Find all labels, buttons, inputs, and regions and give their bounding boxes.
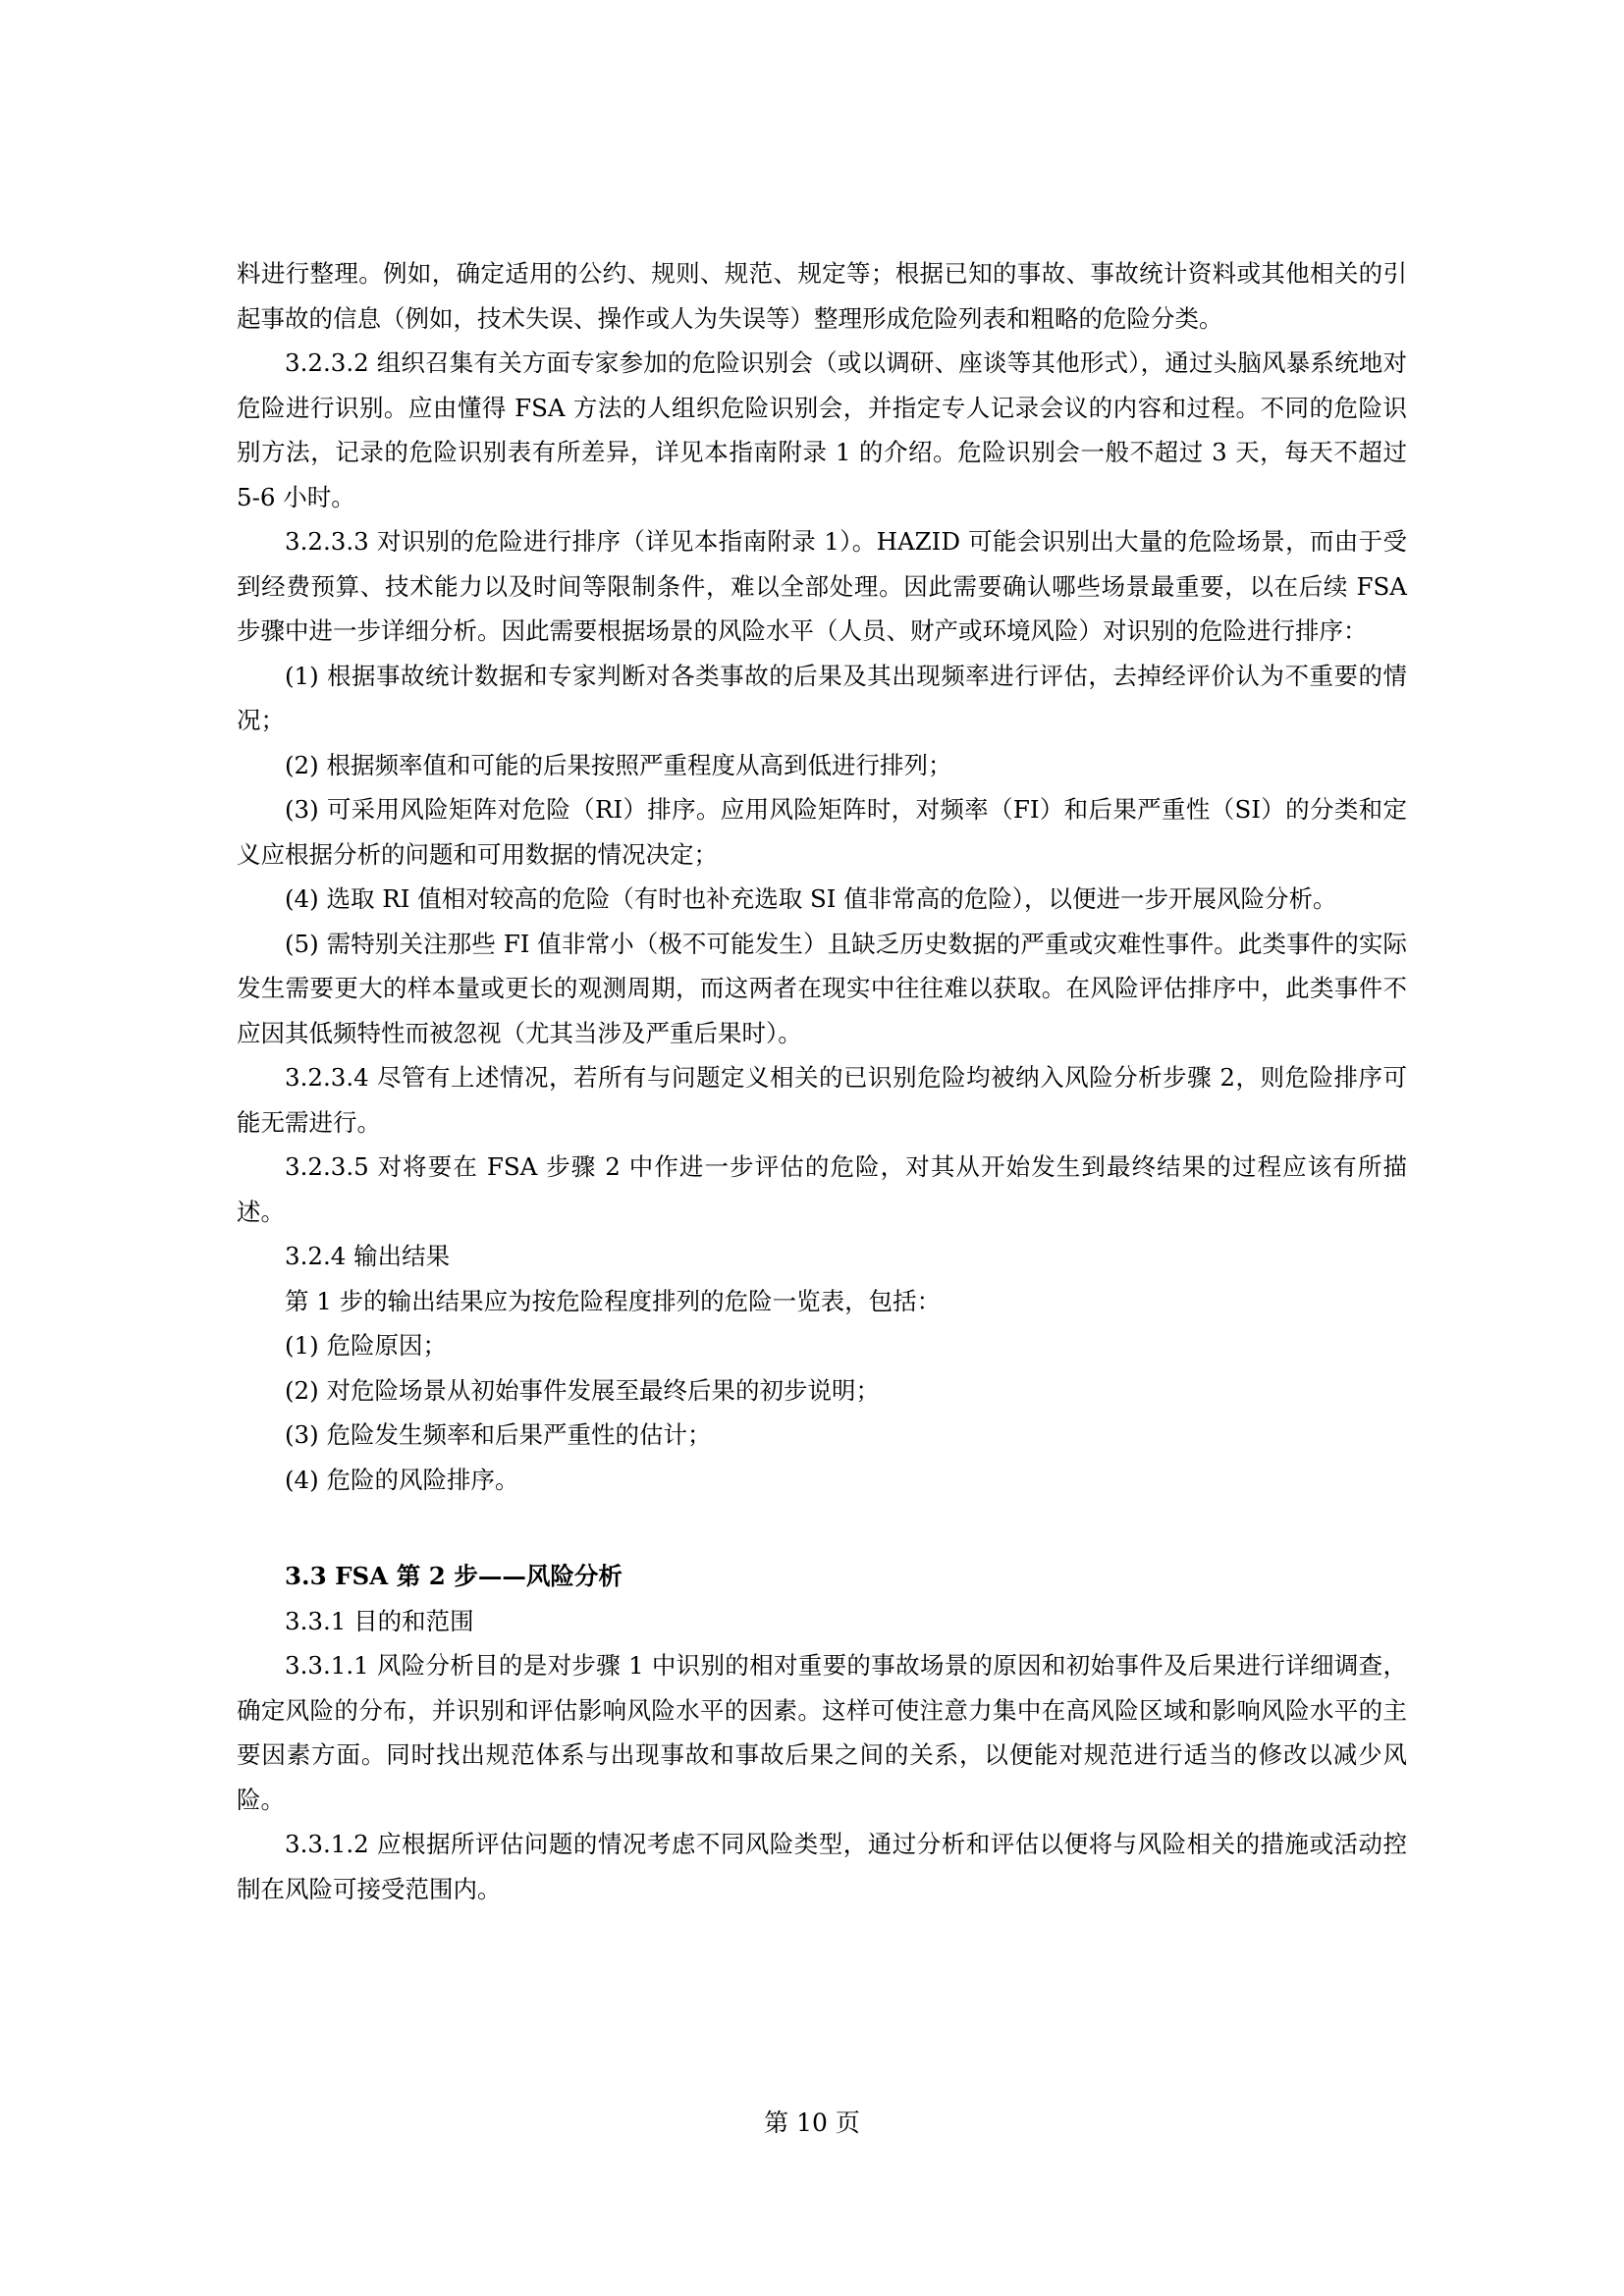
paragraph: (4) 危险的风险排序。 bbox=[285, 1465, 519, 1494]
paragraph-group-before-heading bbox=[237, 251, 1407, 1502]
paragraph: 3.3.1.2 应根据所评估问题的情况考虑不同风险类型，通过分析和评估以便将与风险相关的措施或活动控制在风险可接受范围内。 bbox=[237, 1830, 1407, 1903]
paragraph: 3.2.3.2 组织召集有关方面专家参加的危险识别会（或以调研、座谈等其他形式），通过头脑风暴系统地对危险进行识别。应由懂得 FSA 方法的人组织危险识别会，并指定专人记录会议的内容和过程。不同的危险识别方法，记录的危险识别表有所差异，详见本指南附录 1 的介绍。危险识别会一般不超过 3 天，每天不超过 5-6 小时。 bbox=[237, 348, 1407, 511]
paragraph: 料进行整理。例如，确定适用的公约、规则、规范、规定等；根据已知的事故、事故统计资料或其他相关的引起事故的信息（例如，技术失误、操作或人为失误等）整理形成危险列表和粗略的危险分类。 bbox=[237, 259, 1407, 333]
document-body bbox=[237, 251, 1407, 1911]
paragraph: (2) 对危险场景从初始事件发展至最终后果的初步说明； bbox=[285, 1375, 880, 1405]
paragraph: 3.3.1.1 风险分析目的是对步骤 1 中识别的相对重要的事故场景的原因和初始事件及后果进行详细调查，确定风险的分布，并识别和评估影响风险水平的因素。这样可使注意力集中在高风险区域和影响风险水平的主要因素方面。同时找出规范体系与出现事故和事故后果之间的关系，以便能对规范进行适当的修改以减少风险。 bbox=[237, 1651, 1407, 1814]
paragraph: (3) 可采用风险矩阵对危险（RI）排序。应用风险矩阵时，对频率（FI）和后果严重性（SI）的分类和定义应根据分析的问题和可用数据的情况决定； bbox=[237, 795, 1407, 869]
paragraph: 3.3.1 目的和范围 bbox=[285, 1606, 474, 1635]
paragraph-group-after-heading bbox=[237, 1599, 1407, 1912]
page-number: 第 10 页 bbox=[764, 2109, 860, 2137]
paragraph: (1) 危险原因； bbox=[285, 1331, 447, 1360]
paragraph: 3.2.3.4 尽管有上述情况，若所有与问题定义相关的已识别危险均被纳入风险分析步骤 2，则危险排序可能无需进行。 bbox=[237, 1063, 1407, 1137]
paragraph: (5) 需特别关注那些 FI 值非常小（极不可能发生）且缺乏历史数据的严重或灾难性事件。此类事件的实际发生需要更大的样本量或更长的观测周期，而这两者在现实中往往难以获取。在风险评估排序中，此类事件不应因其低频特性而被忽视（尤其当涉及严重后果时）。 bbox=[237, 929, 1407, 1047]
paragraph: 3.2.3.3 对识别的危险进行排序（详见本指南附录 1）。HAZID 可能会识别出大量的危险场景，而由于受到经费预算、技术能力以及时间等限制条件，难以全部处理。因此需要确认哪些场景最重要，以在后续 FSA 步骤中进一步详细分析。因此需要根据场景的风险水平（人员、财产或环境风险）对识别的危险进行排序： bbox=[237, 527, 1407, 645]
paragraph: 第 1 步的输出结果应为按危险程度排列的危险一览表，包括： bbox=[285, 1286, 942, 1315]
paragraph: (2) 根据频率值和可能的后果按照严重程度从高到低进行排列； bbox=[285, 750, 952, 779]
section-heading: 3.3 FSA 第 2 步——风险分析 bbox=[285, 1562, 623, 1590]
paragraph: 3.2.4 输出结果 bbox=[285, 1242, 451, 1270]
paragraph: 3.2.3.5 对将要在 FSA 步骤 2 中作进一步评估的危险，对其从开始发生到最终结果的过程应该有所描述。 bbox=[237, 1152, 1407, 1226]
paragraph: (4) 选取 RI 值相对较高的危险（有时也补充选取 SI 值非常高的危险），以便进一步开展风险分析。 bbox=[285, 884, 1337, 913]
paragraph: (3) 危险发生频率和后果严重性的估计； bbox=[285, 1420, 712, 1449]
paragraph: (1) 根据事故统计数据和专家判断对各类事故的后果及其出现频率进行评估，去掉经评价认为不重要的情况； bbox=[237, 661, 1407, 734]
